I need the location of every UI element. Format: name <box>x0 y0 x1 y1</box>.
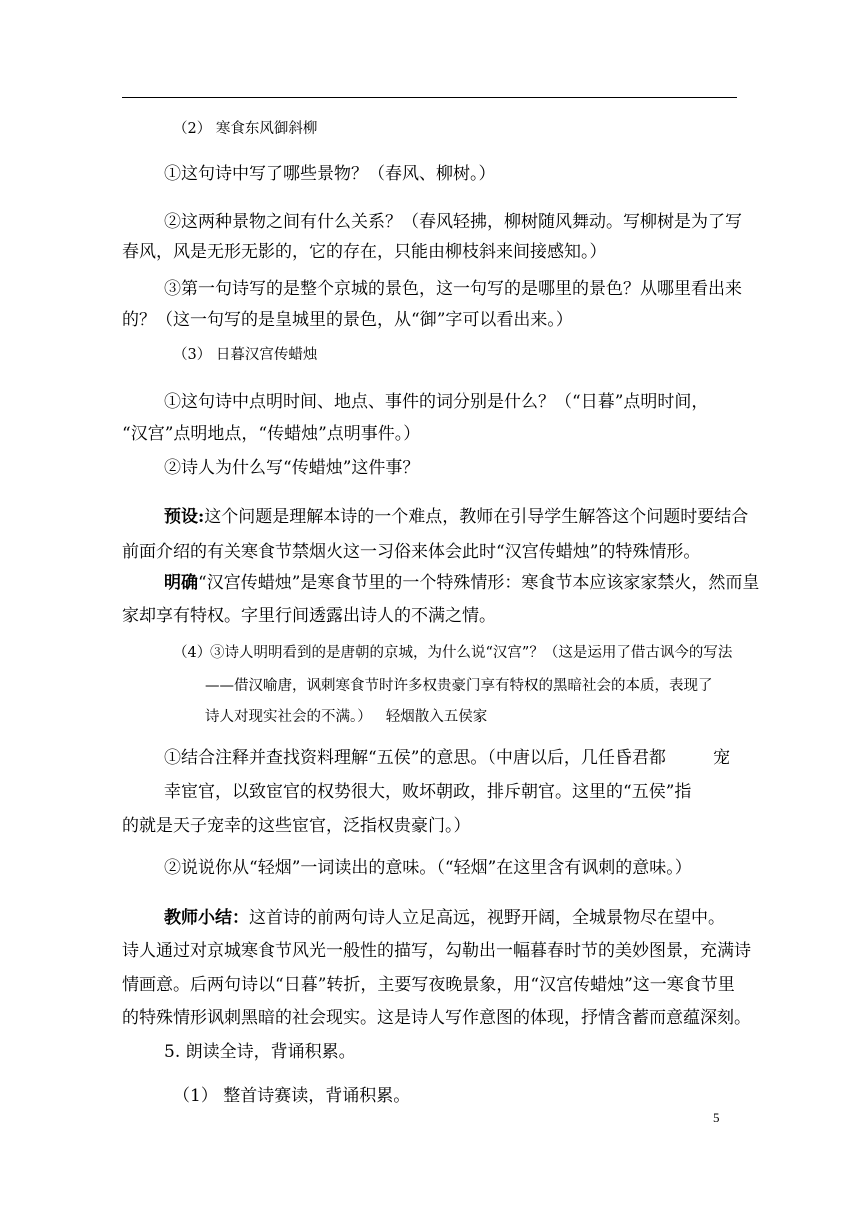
heading-4-title: 轻烟散入五侯家 <box>385 709 488 725</box>
question-4: ①这句诗中点明时间、地点、事件的词分别是什么？（“日暮”点明时间， <box>164 392 709 412</box>
clarify-paragraph-cont: 家却享有特权。字里行间透露出诗人的不满之情。 <box>122 606 496 626</box>
question-4-cont: “汉宫”点明地点，“传蜡烛”点明事件。） <box>122 424 421 444</box>
clarify-paragraph <box>164 571 759 595</box>
clarify-label: 明确 <box>164 573 198 593</box>
question-6-end <box>205 705 487 729</box>
step-5-item-1: （1） 整首诗赛读，背诵积累。 <box>173 1086 411 1106</box>
clarify-text: “汉宫传蜡烛”是寒食节里的一个特殊情形：寒食节本应该家家禁火，然而皇 <box>198 573 760 593</box>
summary-text: 这首诗的前两句诗人立足高远，视野开阔，全城景物尽在望中。 <box>249 908 725 928</box>
question-6-end-text: 诗人对现实社会的不满。） <box>205 709 372 725</box>
question-5: ②诗人为什么写“传蜡烛”这件事？ <box>164 458 420 478</box>
preset-paragraph-cont: 前面介绍的有关寒食节禁烟火这一习俗来体会此时“汉宫传蜡烛”的特殊情形。 <box>122 542 701 562</box>
question-8: ②说说你从“轻烟”一词读出的意味。（“轻烟”在这里含有讽刺的意味。） <box>164 858 692 878</box>
step-5-heading: 5. 朗读全诗，背诵积累。 <box>164 1042 356 1062</box>
question-7: ①结合注释并查找资料理解“五侯”的意思。（中唐以后，几任昏君都 <box>164 748 666 768</box>
header-rule <box>122 97 737 98</box>
heading-2: （2） 寒食东风御斜柳 <box>173 121 318 137</box>
preset-text: 这个问题是理解本诗的一个难点，教师在引导学生解答这个问题时要结合 <box>204 507 749 527</box>
question-7-cont: 幸宦官，以致宦官的权势很大，败坏朝政，排斥朝官。这里的“五侯”指 <box>164 782 692 802</box>
heading-4-number: （4） <box>173 645 212 661</box>
question-1: ①这句诗中写了哪些景物？（春风、柳树。） <box>164 164 496 184</box>
summary-label: 教师小结： <box>164 908 249 928</box>
question-2: ②这两种景物之间有什么关系？（春风轻拂，柳树随风舞动。写柳树是为了写 <box>164 212 742 232</box>
summary-line-4: 的特殊情形讽刺黑暗的社会现实。这是诗人写作意图的体现，抒情含蓄而意蕴深刻。 <box>122 1008 751 1028</box>
question-6: ③诗人明明看到的是唐朝的京城，为什么说“汉宫”？（这是运用了借古讽今的写法 <box>210 645 733 661</box>
page-number: 5 <box>713 1110 720 1125</box>
preset-label: 预设: <box>164 507 205 527</box>
question-7-tail: 宠 <box>713 748 730 768</box>
question-2-cont: 春风，风是无形无影的，它的存在，只能由柳枝斜来间接感知。） <box>122 242 607 262</box>
summary-line-2: 诗人通过对京城寒食节风光一般性的描写，勾勒出一幅暮春时节的美妙图景，充满诗 <box>122 941 751 961</box>
question-7-end: 的就是天子宠幸的这些宦官，泛指权贵豪门。） <box>122 816 471 836</box>
question-3: ③第一句诗写的是整个京城的景色，这一句写的是哪里的景色？从哪里看出来 <box>164 279 742 299</box>
heading-3: （3） 日暮汉宫传蜡烛 <box>173 347 318 363</box>
summary-line-3: 情画意。后两句诗以“日暮”转折，主要写夜晚景象，用“汉宫传蜡烛”这一寒食节里 <box>122 975 735 995</box>
summary-paragraph <box>164 906 725 930</box>
preset-paragraph <box>164 505 748 529</box>
question-3-cont: 的？（这一句写的是皇城里的景色，从“御”字可以看出来。） <box>122 310 573 330</box>
question-6-cont: ——借汉喻唐，讽刺寒食节时许多权贵豪门享有特权的黑暗社会的本质，表现了 <box>205 678 713 694</box>
